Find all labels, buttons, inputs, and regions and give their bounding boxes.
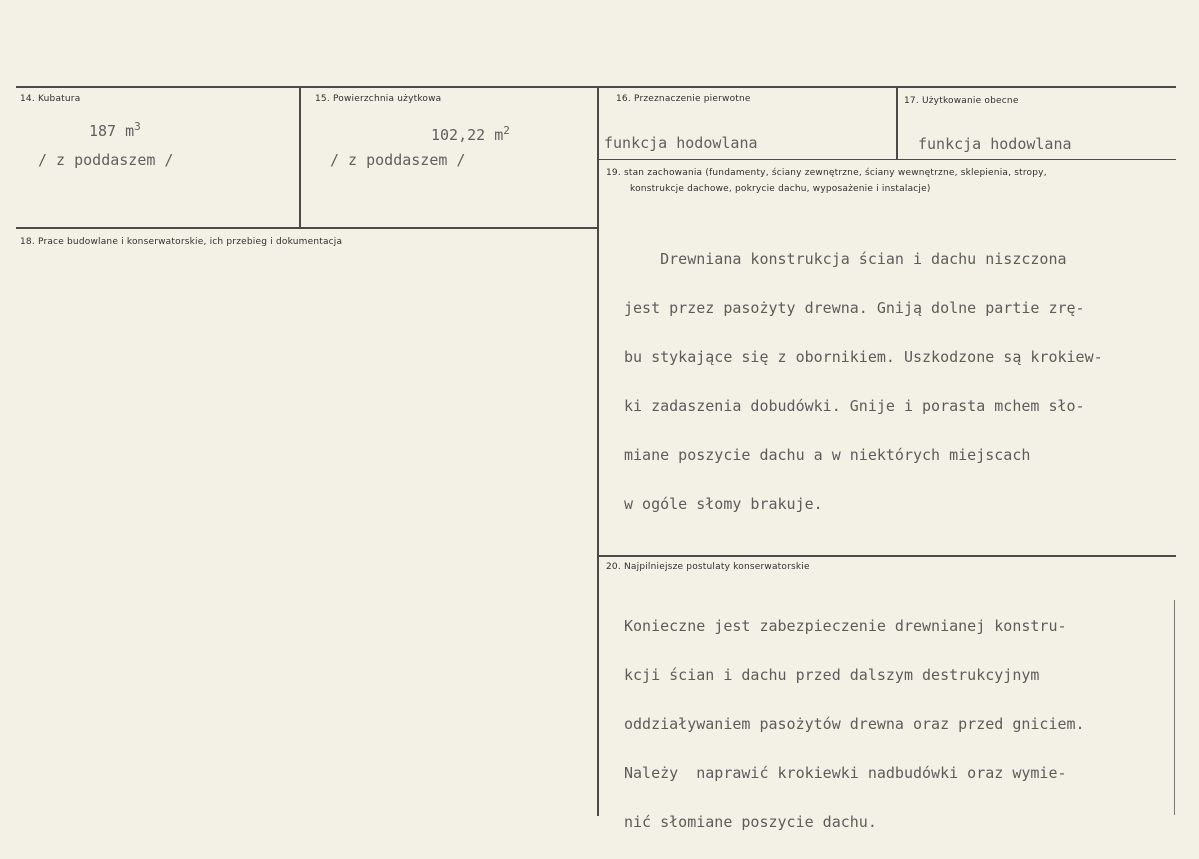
rule-above-20 [598,555,1176,557]
field-20-line: nić słomiane poszycie dachu. [624,812,877,831]
field-14-note: / z poddaszem / [38,151,174,169]
field-19-label-line1: 19. stan zachowania (fundamenty, ściany zewnętrzne, ściany wewnętrzne, sklepienia, stropy, [606,168,1047,178]
field-19-label-line2: konstrukcje dachowe, pokrycie dachu, wyposażenie i instalacje) [630,184,931,194]
field-15-note: / z poddaszem / [330,151,466,169]
field-20-line: oddziaływaniem pasożytów drewna oraz przed gniciem. [624,714,1085,733]
field-19-line: ki zadaszenia dobudówki. Gnije i porasta mchem sło- [624,396,1085,415]
right-edge-20 [1174,600,1175,815]
field-16-value: funkcja hodowlana [604,134,758,152]
field-18-label: 18. Prace budowlane i konserwatorskie, ich przebieg i dokumentacja [20,237,343,247]
field-15-value [431,124,510,144]
field-19-line: Drewniana konstrukcja ścian i dachu niszczona [624,249,1067,268]
field-14-value [89,120,141,140]
field-19-line: jest przez pasożyty drewna. Gniją dolne partie zrę- [624,298,1085,317]
field-19-line: w ogóle słomy brakuje. [624,494,823,513]
field-17-label: 17. Użytkowanie obecne [904,96,1019,106]
field-14-value-text: 187 m [89,122,135,140]
divider-14-15 [299,88,301,228]
field-16-label: 16. Przeznaczenie pierwotne [616,94,751,104]
field-19-line: miane poszycie dachu a w niektórych miejscach [624,445,1031,464]
field-19-text [624,222,1103,541]
field-14-unit-exponent: 3 [134,120,141,133]
field-14-label: 14. Kubatura [20,94,81,104]
field-17-value: funkcja hodowlana [918,135,1072,153]
divider-16-17 [896,88,898,160]
rule-under-16-17 [598,159,1176,160]
field-20-text [624,589,1085,859]
divider-left-right [597,88,599,816]
field-19-line: bu stykające się z obornikiem. Uszkodzone są krokiew- [624,347,1103,366]
field-20-line: Konieczne jest zabezpieczenie drewnianej konstru- [624,616,1067,635]
field-15-unit-exponent: 2 [503,124,510,137]
field-20-label: 20. Najpilniejsze postulaty konserwatorskie [606,562,810,572]
rule-under-14-15 [16,227,598,229]
field-15-value-text: 102,22 m [431,126,504,144]
field-20-line: Należy naprawić krokiewki nadbudówki oraz wymie- [624,763,1067,782]
field-15-label: 15. Powierzchnia użytkowa [315,94,442,104]
field-20-line: kcji ścian i dachu przed dalszym destrukcyjnym [624,665,1040,684]
top-rule [16,86,1176,88]
